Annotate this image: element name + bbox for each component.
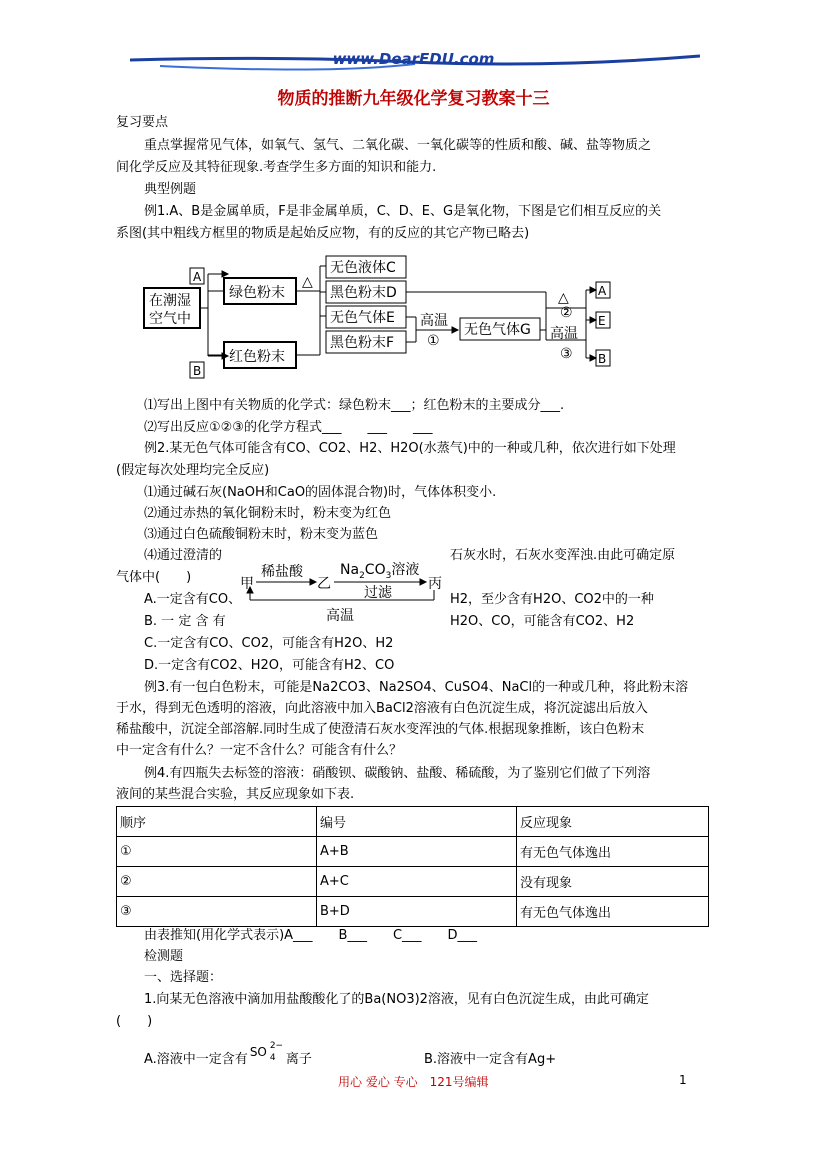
ex2-line-3: ⑴通过碱石灰(NaOH和CaO的固体混合物)时，气体体积变小. — [144, 485, 497, 500]
review-line-2: 间化学反应及其特征现象.考查学生多方面的知识和能力. — [116, 160, 437, 175]
site-url: www.DearEDU.com — [332, 50, 495, 68]
table-cell: B+D — [317, 897, 517, 927]
table-header: 反应现象 — [517, 807, 709, 837]
ex4-line-2: 液间的某些混合实验，其反应现象如下表. — [116, 787, 355, 802]
label-yi: 乙 — [317, 576, 331, 592]
circ-2: ② — [560, 305, 573, 321]
label-E: 无色气体E — [330, 310, 395, 326]
gaowen-3: 高温 — [550, 326, 578, 342]
red-powder: 红色粉末 — [229, 349, 285, 365]
gaowen-1: 高温 — [420, 313, 448, 329]
formula-sub2: 2 — [359, 571, 365, 581]
table-cell: ② — [117, 867, 317, 897]
ex2-line-1: 例2.某无色气体可能含有CO、CO2、H2、H2O(水蒸气)中的一种或几种，依次进行如下处理 — [144, 441, 676, 456]
ex1-line-2: 系图(其中粗线方框里的物质是起始反应物，有的反应的其它产物已略去) — [116, 226, 530, 241]
circ-3: ③ — [560, 346, 573, 362]
sulfate-ion — [248, 1041, 286, 1070]
label-bing: 丙 — [428, 576, 442, 592]
label-G: 无色气体G — [464, 322, 531, 338]
q1-line-2: ( ) — [116, 1014, 153, 1029]
ex2-option-b2: H2O、CO，可能含有CO2、H2 — [450, 614, 635, 629]
table-cell: 有无色气体逸出 — [517, 837, 709, 867]
ex2-line-4: ⑵通过赤热的氧化铜粉末时，粉末变为红色 — [144, 506, 392, 521]
table-cell: 有无色气体逸出 — [517, 897, 709, 927]
label-acid: 稀盐酸 — [261, 564, 303, 580]
start-text-2: 空气中 — [149, 311, 191, 327]
review-heading: 复习要点 — [116, 115, 169, 130]
ex1-line-1: 例1.A、B是金属单质，F是非金属单质，C、D、E、G是氧化物，下图是它们相互反应的关 — [144, 204, 662, 219]
out-A: A — [598, 284, 607, 298]
ion-subscript: 4 — [269, 1053, 276, 1063]
reaction-diagram — [140, 250, 620, 380]
ex3-line-4: 中一定含有什么？一定不含什么？可能含有什么？ — [116, 743, 403, 758]
q1-option-b: B.溶液中一定含有Ag+ — [424, 1052, 557, 1067]
table-header-row — [117, 807, 709, 837]
label-D: 黑色粉末D — [330, 285, 397, 301]
reaction-table — [116, 806, 709, 927]
svg-text:Na2CO3溶液 — [340, 561, 419, 581]
ex2-line-5: ⑶通过白色硫酸铜粉末时，粉末变为蓝色 — [144, 527, 379, 542]
table-row — [117, 867, 709, 897]
ex4-line-1: 例4.有四瓶失去标签的溶液：硝酸钡、碳酸钠、盐酸、稀硫酸，为了鉴别它们做了下列溶 — [144, 766, 651, 781]
table-cell: ① — [117, 837, 317, 867]
circ-1: ① — [427, 333, 440, 349]
test-heading: 检测题 — [144, 949, 184, 964]
examples-heading: 典型例题 — [144, 182, 197, 197]
label-C: 无色液体C — [330, 260, 396, 276]
table-header: 顺序 — [117, 807, 317, 837]
table-row — [117, 837, 709, 867]
page-number: 1 — [679, 1073, 687, 1087]
formula-sub3: 3 — [385, 571, 392, 581]
ion-symbol: SO — [249, 1045, 267, 1059]
table-cell: A+B — [317, 837, 517, 867]
label-filter: 过滤 — [364, 585, 392, 601]
ion-charge: 2− — [269, 1041, 284, 1051]
formula-co: CO — [364, 562, 386, 578]
table-header: 编号 — [317, 807, 517, 837]
delta-1: △ — [302, 274, 313, 290]
formula-sol: 溶液 — [391, 562, 420, 578]
table-cell: ③ — [117, 897, 317, 927]
ex2-option-c: C.一定含有CO、CO2，可能含有H2O、H2 — [144, 636, 394, 651]
ex2-option-d: D.一定含有CO2、H2O，可能含有H2、CO — [144, 658, 395, 673]
label-F: 黑色粉末F — [330, 335, 395, 351]
ex2-line-7: 气体中( ) — [116, 570, 192, 585]
ex2-line-2: (假定每次处理均完全反应) — [116, 463, 270, 478]
page-title: 物质的推断九年级化学复习教案十三 — [277, 89, 550, 109]
ex4-answer: 由表推知(用化学式表示)A___ B___ C___ D___ — [144, 928, 478, 943]
footer-text: 用心 爱心 专心 121号编辑 — [338, 1075, 489, 1089]
table-cell: 没有现象 — [517, 867, 709, 897]
ex2-option-a2: H2，至少含有H2O、CO2中的一种 — [450, 592, 654, 607]
q1-option-a — [144, 1041, 312, 1070]
formula-na: Na — [340, 562, 360, 578]
start-text-1: 在潮湿 — [149, 293, 191, 309]
ex2-option-a1: A.一定含有CO、 — [144, 592, 242, 607]
q1-line-1: 1.向某无色溶液中滴加用盐酸酸化了的Ba(NO3)2溶液，见有白色沉淀生成，由此可确定 — [144, 992, 649, 1007]
ex3-line-3: 稀盐酸中，沉淀全部溶解.同时生成了使澄清石灰水变浑浊的气体.根据现象推断，该白色粉末 — [116, 722, 645, 737]
section-heading: 一、选择题： — [144, 970, 223, 985]
label-B: B — [193, 364, 202, 378]
table-row — [117, 897, 709, 927]
review-line-1: 重点掌握常见气体，如氧气、氢气、二氧化碳、一氧化碳等的性质和酸、碱、盐等物质之 — [144, 138, 652, 153]
label-A: A — [193, 270, 202, 284]
label-gaowen: 高温 — [326, 608, 354, 624]
green-powder: 绿色粉末 — [229, 285, 285, 301]
ex2-option-b1: B. 一 定 含 有 — [144, 614, 226, 629]
q1-option-a-post: 离子 — [285, 1052, 312, 1067]
label-jia: 甲 — [240, 576, 254, 592]
cycle-diagram — [236, 556, 451, 628]
ex2-line-6b: 石灰水时，石灰水变浑浊.由此可确定原 — [450, 548, 676, 563]
ex2-line-6a: ⑷通过澄清的 — [144, 548, 223, 563]
ex3-line-2: 于水，得到无色透明的溶液，向此溶液中加入BaCl2溶液有白色沉淀生成，将沉淀滤出后放入 — [116, 701, 648, 716]
out-B: B — [598, 352, 607, 366]
q1-option-a-pre: A.溶液中一定含有 — [144, 1052, 248, 1067]
out-E: E — [598, 314, 606, 328]
table-cell: A+C — [317, 867, 517, 897]
ex3-line-1: 例3.有一包白色粉末，可能是Na2CO3、Na2SO4、CuSO4、NaCl的一种或几种，将此粉末溶 — [144, 680, 689, 695]
ex1-q2: ⑵写出反应①②③的化学方程式___ ___ ___ — [144, 420, 433, 435]
ex1-q1: ⑴写出上图中有关物质的化学式：绿色粉末___；红色粉末的主要成分___. — [144, 398, 565, 413]
delta-2: △ — [558, 290, 569, 306]
